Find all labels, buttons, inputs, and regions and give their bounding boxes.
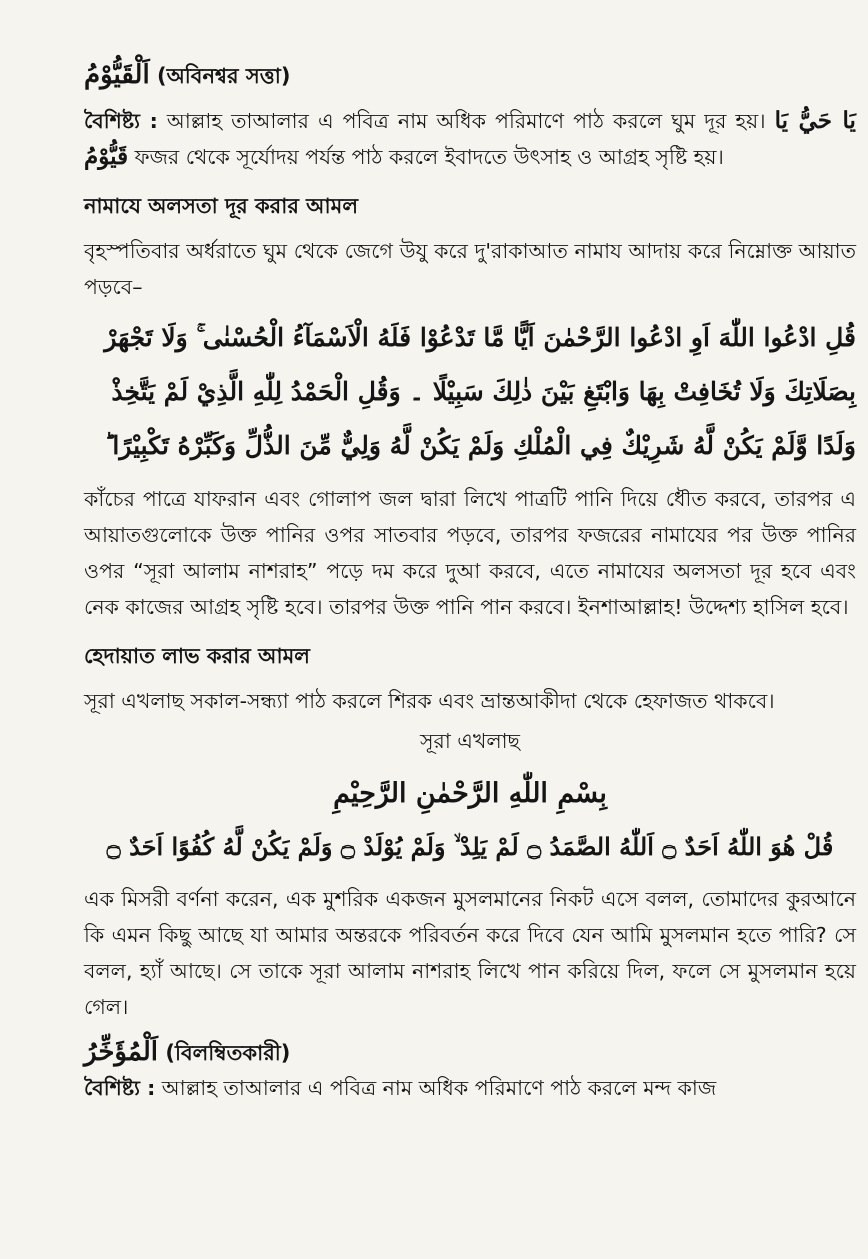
basmala: بِسْمِ اللّٰهِ الرَّحْمٰنِ الرَّحِيْمِ bbox=[333, 778, 607, 809]
name-heading-al-muakhkhir bbox=[84, 1035, 856, 1070]
section-heading-laziness: নামাযে অলসতা দূর করার আমল bbox=[84, 194, 358, 218]
feature-label: বৈশিষ্ট্য : bbox=[84, 109, 158, 133]
instruction-paragraph: কাঁচের পাত্রে যাফরান এবং গোলাপ জল দ্বারা লিখে পাত্রটি পানি দিয়ে ধৌত করবে, তারপর এ আয়াতগুলোকে উক্ত পানির ওপর সাতবার পড়বে, তারপর ফজরের নামাযের পর উক্ত পানির ওপর “সূরা আলাম নাশরাহ” পড়ে দম করে দুআ করবে, এতে নামাযের অলসতা দূর হবে এবং নেক কাজের আগ্রহ সৃষ্টি হবে। তারপর উক্ত পানি পান করবে। ইনশাআল্লাহ! উদ্দেশ্য হাসিল হবে। bbox=[84, 487, 856, 619]
feature-text-2: ফজর থেকে সূর্যোদয় পর্যন্ত পাঠ করলে ইবাদতে উৎসাহ ও আগ্রহ সৃষ্টি হয়। bbox=[134, 145, 724, 169]
feature-text: আল্লাহ তাআলার এ পবিত্র নাম অধিক পরিমাণে পাঠ করলে মন্দ কাজ bbox=[161, 1076, 717, 1100]
section-intro: বৃহস্পতিবার অর্ধরাতে ঘুম থেকে জেগে উযু করে দু'রাকাআত নামায আদায় করে নিম্নোক্ত আয়াত পড়বে– bbox=[84, 239, 856, 299]
name-heading-al-qayyum bbox=[84, 58, 856, 93]
arabic-verse-block bbox=[84, 311, 856, 473]
feature-paragraph bbox=[84, 103, 856, 175]
arabic-verse-line: بِصَلَاتِكَ وَلَا تُخَافِتْ بِهَا وَابْتَغِ بَيْنَ ذٰلِكَ سَبِيْلًا ۔ وَقُلِ الْحَمْدُ لِلّٰهِ الَّذِيْ لَمْ يَتَّخِذْ bbox=[111, 377, 856, 406]
feature-paragraph bbox=[84, 1070, 856, 1106]
feature-label: বৈশিষ্ট্য : bbox=[84, 1076, 156, 1100]
name-meaning: (বিলম্বিতকারী) bbox=[165, 1041, 291, 1065]
arabic-verse-line: قُلِ ادْعُوا اللّٰهَ اَوِ ادْعُوا الرَّحْمٰنَ اَيًّا مَّا تَدْعُوْا فَلَهُ الْاَسْمَآءُ الْحُسْنٰى ۚ وَلَا تَجْهَرْ bbox=[104, 323, 856, 352]
section-intro: সূরা এখলাছ সকাল-সন্ধ্যা পাঠ করলে শিরক এবং ভ্রান্তআকীদা থেকে হেফাজত থাকবে। bbox=[84, 689, 775, 713]
surah-title: সূরা এখলাছ bbox=[420, 729, 520, 753]
arabic-name: اَلْقَيُّوْمُ bbox=[84, 60, 150, 90]
surah-ikhlas-text: قُلْ هُوَ اللّٰهُ اَحَدٌ ۝ اَللّٰهُ الصَّمَدُ ۝ لَمْ يَلِدْ ۙ وَلَمْ يُوْلَدْ ۝ وَلَمْ يَكُنْ لَّهُ كُفُوًا اَحَدٌ ۝ bbox=[106, 832, 834, 861]
story-paragraph: এক মিসরী বর্ণনা করেন, এক মুশরিক একজন মুসলমানের নিকট এসে বলল, তোমাদের কুরআনে কি এমন কিছু আছে যা আমার অন্তরকে পরিবর্তন করে দিবে যেন আমি মুসলমান হতে পারি? সে বলল, হ্যাঁ আছে। সে তাকে সূরা আলাম নাশরাহ লিখে পান করিয়ে দিল, ফলে সে মুসলমান হয়ে গেল। bbox=[84, 887, 856, 1019]
inline-arabic-dhikr: يَا حَيُّ يَا قَيُّوْمُ bbox=[84, 107, 856, 170]
section-heading-guidance: হেদায়াত লাভ করার আমল bbox=[84, 644, 310, 668]
name-meaning: (অবিনশ্বর সত্তা) bbox=[157, 64, 291, 88]
feature-text-1: আল্লাহ তাআলার এ পবিত্র নাম অধিক পরিমাণে পাঠ করলে ঘুম দূর হয়। bbox=[166, 109, 766, 133]
arabic-name: اَلْمُؤَخِّرُ bbox=[84, 1037, 159, 1067]
arabic-verse-line: وَلَدًا وَّلَمْ يَكُنْ لَّهُ شَرِيْكٌ فِي الْمُلْكِ وَلَمْ يَكُنْ لَّهُ وَلِيٌّ مِّنَ الذُّلِّ وَكَبِّرْهُ تَكْبِيْرًا ؕ bbox=[104, 431, 856, 460]
